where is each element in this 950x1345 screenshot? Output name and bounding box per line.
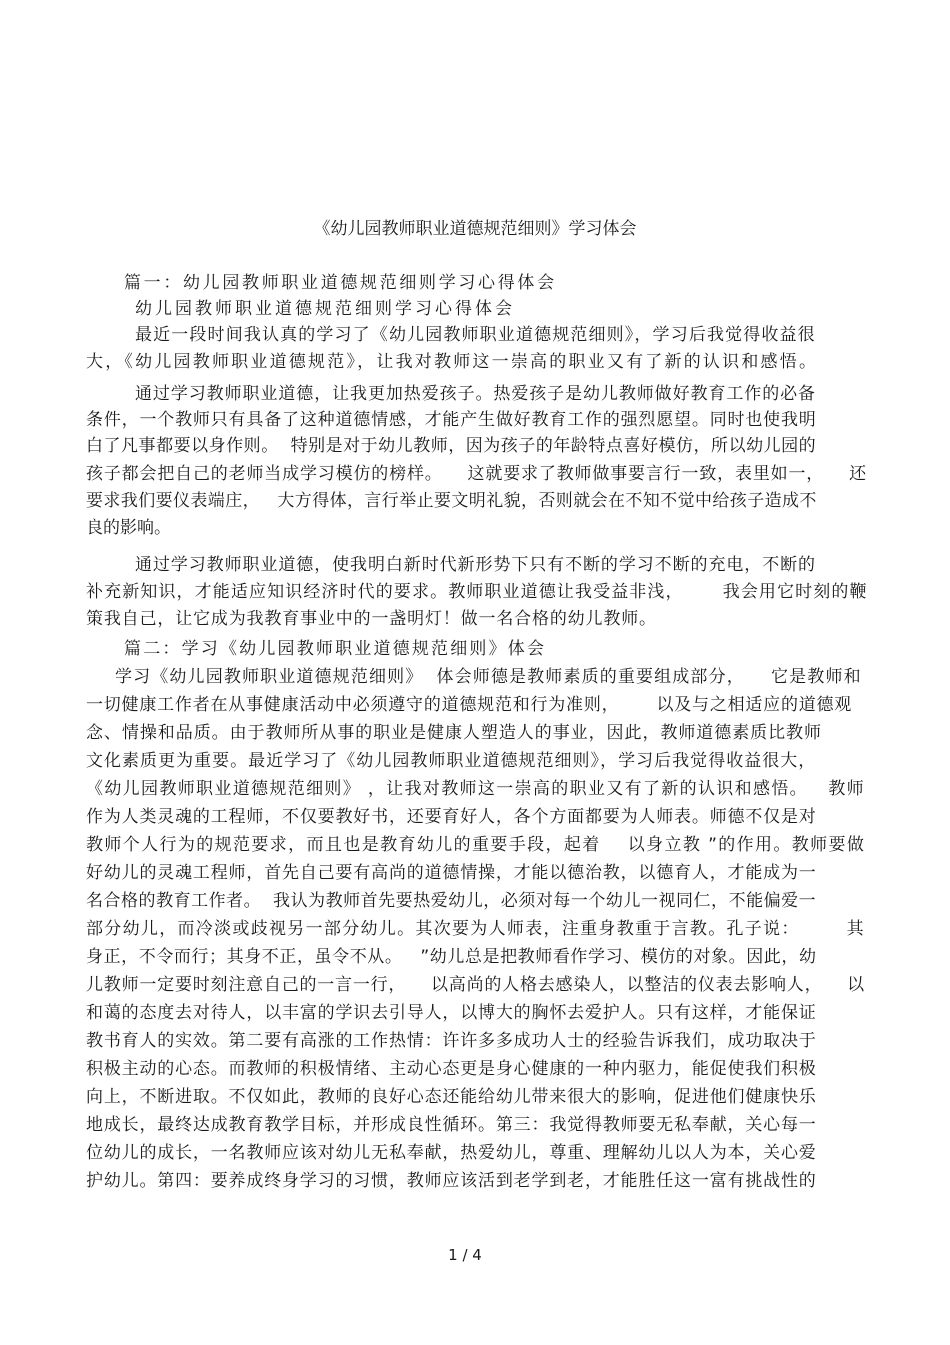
- body-line: 篇一：幼儿园教师职业道德规范细则学习心得体会: [124, 273, 557, 293]
- body-line: 好幼儿的灵魂工程师，首先自己要有高尚的道德情操，才能以德治教，以德育人，才能成为一: [86, 863, 817, 883]
- body-line: 要求我们要仪表端庄， 大方得体，言行举止要文明礼貌，否则就会在不知不觉中给孩子造成不: [86, 491, 817, 511]
- body-line: 最近一段时间我认真的学习了《幼儿园教师职业道德规范细则》，学习后我觉得收益很: [135, 325, 816, 345]
- body-line: 部分幼儿，而冷淡或歧视另一部分幼儿。其次要为人师表，注重身教重于言教。孔子说： 其: [86, 919, 865, 939]
- body-line: 孩子都会把自己的老师当成学习模仿的榜样。 这就要求了教师做事要言行一致，表里如一， 还: [86, 464, 867, 484]
- body-line: 白了凡事都要以身作则。 特别是对于幼儿教师，因为孩子的年龄特点喜好模仿，所以幼儿园的: [86, 436, 817, 456]
- body-line: 名合格的教育工作者。 我认为教师首先要热爱幼儿，必须对每一个幼儿一视同仁，不能偏爱一: [86, 891, 817, 911]
- body-line: 积极主动的心态。而教师的积极情绪、主动心态更是身心健康的一种内驱力，能促使我们积极: [86, 1059, 817, 1079]
- body-line: 教师个人行为的规范要求，而且也是教育幼儿的重要手段，起着 以身立教 ”的作用。教师要做: [86, 835, 866, 855]
- body-line: 教书育人的实效。第二要有高涨的工作热情：许许多多成功人士的经验告诉我们，成功取决于: [86, 1031, 817, 1051]
- body-line: 良的影响。: [86, 518, 171, 538]
- body-line: 身正，不令而行；其身不正，虽令不从。 ”幼儿总是把教师看作学习、模仿的对象。因此，幼: [86, 947, 817, 967]
- body-line: 策我自己，让它成为我教育事业中的一盏明灯！做一名合格的幼儿教师。: [86, 609, 657, 629]
- body-line: 条件，一个教师只有具备了这种道德情感，才能产生做好教育工作的强烈愿望。同时也使我明: [86, 410, 817, 430]
- body-line: 一切健康工作者在从事健康活动中必须遵守的道德规范和行为准则， 以及与之相适应的道德观: [86, 695, 853, 715]
- page-number: 1 / 4: [448, 1246, 482, 1264]
- body-line: 文化素质更为重要。最近学习了《幼儿园教师职业道德规范细则》，学习后我觉得收益很大，: [86, 751, 817, 771]
- body-line: 护幼儿。第四：要养成终身学习的习惯，教师应该活到老学到老，才能胜任这一富有挑战性的: [86, 1171, 817, 1191]
- body-line: 大，《幼儿园教师职业道德规范》，让我对教师这一崇高的职业又有了新的认识和感悟。: [86, 352, 819, 372]
- body-line: 位幼儿的成长，一名教师应该对幼儿无私奉献，热爱幼儿，尊重、理解幼儿以人为本，关心爱: [86, 1143, 817, 1163]
- body-line: 《幼儿园教师职业道德规范细则》 ，让我对教师这一崇高的职业又有了新的认识和感悟。 教师: [86, 779, 865, 799]
- body-line: 念、情操和品质。由于教师所从事的职业是健康人塑造人的事业，因此，教师道德素质比教师: [86, 723, 822, 743]
- body-line: 地成长，最终达成教育教学目标，并形成良性循环。第三：我觉得教师要无私奉献，关心每一: [86, 1115, 817, 1135]
- body-line: 通过学习教师职业道德，让我更加热爱孩子。热爱孩子是幼儿教师做好教育工作的必备: [135, 384, 816, 404]
- body-line: 篇二：学习《幼儿园教师职业道德规范细则》体会: [124, 639, 547, 659]
- body-line: 补充新知识，才能适应知识经济时代的要求。教师职业道德让我受益非浅， 我会用它时刻的鞭: [86, 582, 868, 602]
- body-line: 儿教师一定要时刻注意自己的一言一行， 以高尚的人格去感染人，以整洁的仪表去影响人， 以: [86, 975, 865, 995]
- document-title: 《幼儿园教师职业道德规范细则》学习体会: [313, 219, 637, 239]
- body-line: 作为人类灵魂的工程师，不仅要教好书，还要育好人，各个方面都要为人师表。师德不仅是对: [86, 807, 817, 827]
- body-line: 学习《幼儿园教师职业道德规范细则》 体会师德是教师素质的重要组成部分， 它是教师和: [115, 667, 862, 687]
- body-line: 向上，不断进取。不仅如此，教师的良好心态还能给幼儿带来很大的影响，促进他们健康快乐: [86, 1087, 817, 1107]
- body-line: 和蔼的态度去对待人，以丰富的学识去引导人，以博大的胸怀去爱护人。只有这样，才能保证: [86, 1003, 817, 1023]
- body-line: 幼儿园教师职业道德规范细则学习心得体会: [135, 299, 515, 319]
- body-line: 通过学习教师职业道德，使我明白新时代新形势下只有不断的学习不断的充电，不断的: [135, 555, 816, 575]
